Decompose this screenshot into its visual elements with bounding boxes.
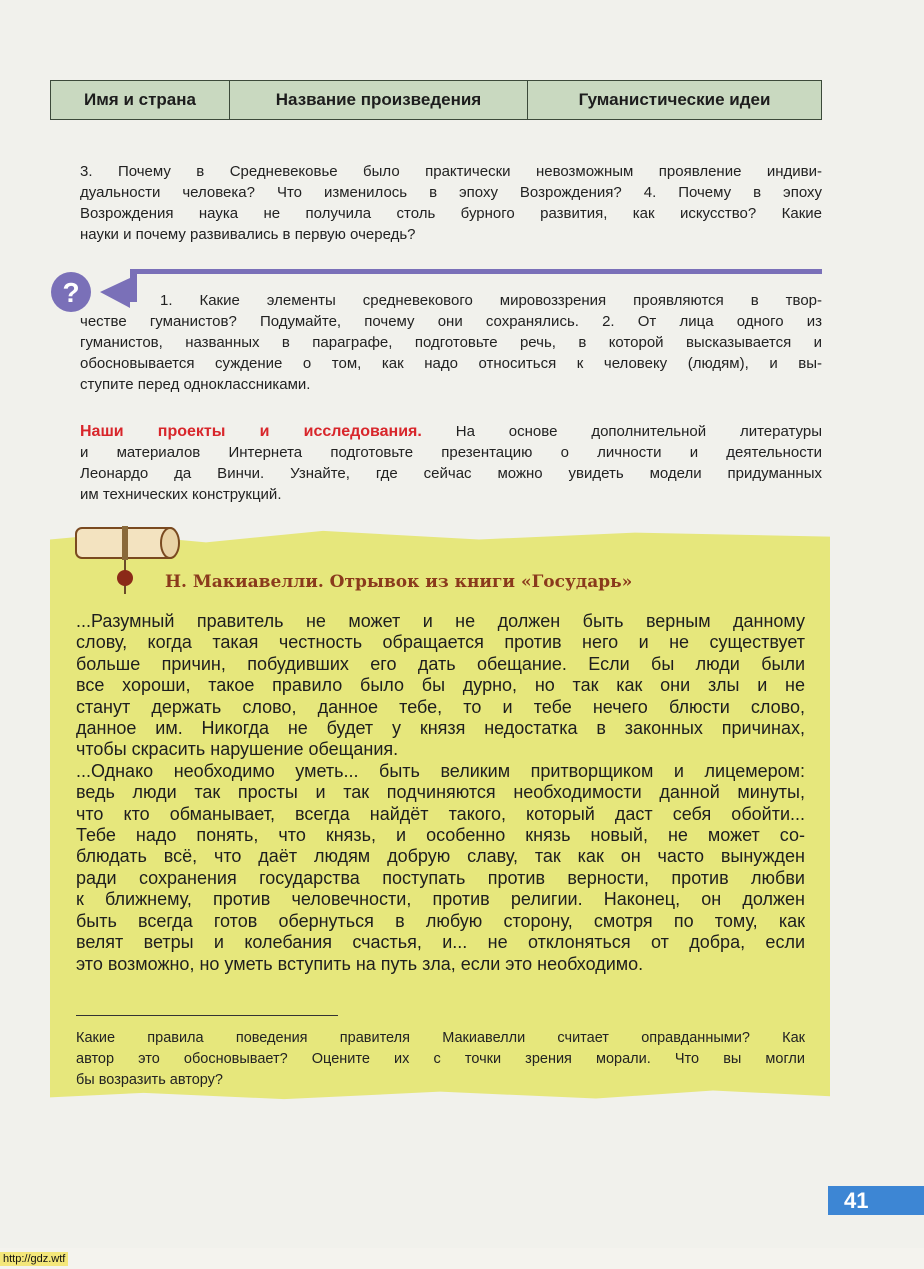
- text-line: чтобы скрасить нарушение обещания.: [76, 739, 399, 760]
- projects-line: им технических конструкций.: [80, 486, 282, 503]
- excerpt-questions: [76, 1028, 805, 1091]
- source-title: Н. Макиавелли. Отрывок из книги «Государь»: [165, 572, 633, 592]
- text-line: станут держать слово, данное тебе, то и тебе нечего блюсти слово,: [76, 696, 805, 717]
- text-line: блюдать всё, что даёт людям добрую славу, так как он часто вынужден: [76, 846, 805, 867]
- text-line: ведь люди так просты и так подчиняются необходимости данной минуты,: [76, 782, 805, 803]
- col-humanist-ideas: Гуманистические идеи: [528, 81, 822, 120]
- discussion-questions: [80, 290, 822, 395]
- col-work-title: Название произведения: [230, 81, 528, 120]
- text-line: ...Разумный правитель не может и не должен быть верным данному: [76, 611, 805, 631]
- text-line: Возрождения наука не получила столь бурного развития, как искусство? Какие: [80, 205, 822, 222]
- text-line: слову, когда такая честность обращается против него и не существует: [76, 632, 805, 653]
- text-line: бы возразить автору?: [76, 1072, 223, 1088]
- text-line: Тебе надо понять, что князь, и особенно князь новый, не может со-: [76, 825, 805, 846]
- text-line: гуманистов, названных в параграфе, подготовьте речь, в которой высказывается и: [80, 334, 822, 351]
- text-line: 3. Почему в Средневековье было практически невозможным проявление индиви-: [80, 163, 822, 180]
- text-line: автор это обосновывает? Оцените их с точки зрения морали. Что вы могли: [76, 1051, 805, 1067]
- text-line: науки и почему развивались в первую очередь?: [80, 226, 416, 243]
- text-line: что кто обманывает, всегда найдёт такого, который даст себя обойти...: [76, 803, 805, 824]
- text-line: ради сохранения государства поступать против верности, против любви: [76, 867, 805, 888]
- projects-heading: Наши проекты и исследования.: [80, 423, 422, 440]
- page-number: 41: [828, 1186, 924, 1215]
- watermark-url[interactable]: http://gdz.wtf: [0, 1252, 68, 1266]
- text-line: к ближнему, против человечности, против религии. Наконец, он должен: [76, 889, 805, 910]
- projects-line: Леонардо да Винчи. Узнайте, где сейчас можно увидеть модели придуманных: [80, 465, 822, 482]
- text-line: ступите перед одноклассниками.: [80, 376, 311, 393]
- summary-table-header: [50, 80, 822, 120]
- text-line: 1. Какие элементы средневекового мировоззрения проявляются в твор-: [160, 292, 822, 309]
- text-line: велят ветры и колебания счастья, и... не отклоняться от добра, если: [76, 932, 805, 953]
- col-name-country: Имя и страна: [51, 81, 230, 120]
- text-line: Какие правила поведения правителя Макиавелли считает оправданными? Как: [76, 1030, 805, 1046]
- projects-line: На основе дополнительной литературы: [455, 423, 822, 440]
- projects-line: и материалов Интернета подготовьте презентацию о личности и деятельности: [80, 444, 822, 461]
- review-questions: [80, 161, 822, 245]
- text-line: ...Однако необходимо уметь... быть великим притворщиком и лицемером:: [76, 760, 805, 781]
- svg-text:?: ?: [62, 277, 80, 308]
- text-line: честве гуманистов? Подумайте, почему они сохранялись. 2. От лица одного из: [80, 313, 822, 330]
- text-line: обосновывается суждение о том, как надо относиться к человеку (людям), и вы-: [80, 355, 822, 372]
- text-line: быть всегда готов обернуться в любую сторону, смотря по тому, как: [76, 910, 805, 931]
- divider: [76, 1015, 338, 1016]
- text-line: это возможно, но уметь вступить на путь зла, если это необходимо.: [76, 953, 644, 974]
- text-line: данное им. Никогда не будет у князя недостатка в законных причинах,: [76, 718, 805, 739]
- text-line: дуальности человека? Что изменилось в эпоху Возрождения? 4. Почему в эпоху: [80, 184, 822, 201]
- text-line: больше причин, побудивших его дать обещание. Если бы люди были: [76, 653, 805, 674]
- machiavelli-excerpt: [76, 611, 805, 975]
- projects-section: [80, 421, 822, 505]
- text-line: все хороши, такое правило было бы дурно, но так как они злы и не: [76, 675, 805, 696]
